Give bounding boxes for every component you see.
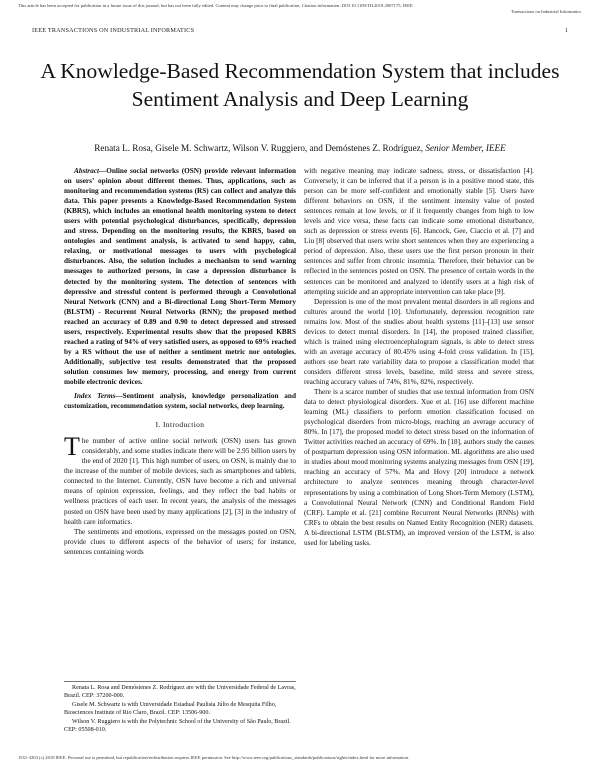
paper-title: A Knowledge-Based Recommendation System that includes Sentiment Analysis and Deep Learning: [40, 59, 560, 111]
running-head: [32, 27, 568, 34]
publication-notice: [18, 3, 582, 15]
right-paragraph-3: There is a scarce number of studies that use textual information from OSN data to detect physiological disorders. Xue et al. [16] use different machine learning (ML) classifiers to perform emotion classification focused on psychological disorders from micro-blogs, reaching an average accuracy of 80%. In [17], the proposed model to detect stress based on the information of Twitter activities reached an accuracy of 69%. In [18], authors study the causes of postpartum depression using OSN information. ML algorithms are also used in studies about mood monitoring systems analyzing messages from OSN [19], reaching an accuracy of 57%. Ma and Hovy [20] introduce a network architecture to analyze sentences meaning through character-level representations by using a combination of Long Short-Term Memory (LSTM), a Convolutional Neural Network (CNN) and Conditional Random Field (CRF). Lample et al. [21] combine Recurrent Neural Networks (RNNs) with CRFs to obtain the best results on Named Entity Recognition (NER) datasets. A bi-directional LSTM (BLSTM), an improved version of the LSTM, is also used for labeling tasks.: [304, 388, 534, 547]
journal-name: IEEE TRANSACTIONS ON INDUSTRIAL INFORMATICS: [32, 27, 195, 34]
footnote-3: Wilson V. Ruggiero is with the Polytechnic School of the University of São Paulo, Brazil. CEP: 05508-010.: [64, 718, 291, 734]
abstract-text: —Online social networks (OSN) provide relevant information on users’ opinion about different themes. Thus, applications, such as monitoring and recommendation systems (RS) can collect and analyze this data. This paper presents a Knowledge-Based Recommendation System (KBRS), which includes an emotional health monitoring system to detect users with potential psychological disturbances, specifically, depression and stress. Depending on the monitoring results, the KBRS, based on ontologies and sentiment analysis, is activated to send happy, calm, relaxing, or motivational messages to users with psychological disturbances. Also, the solution includes a mechanism to send warning messages to authorized persons, in case a depression disturbance is detected by the monitoring system. The detection of sentences with depressive and stressful content is performed through a Convolutional Neural Network (CNN) and a Bi-directional Long Short-Term Memory (BLSTM) - Recurrent Neural Networks (RNN); the proposed method reached an accuracy of 0.89 and 0.90 to detect depressed and stressed users, respectively. Experimental results show that the proposed KBRS reached a rating of 94% of very satisfied users, as opposed to 69% reached by a RS without the use of neither a sentiment metric nor ontologies. Additionally, subjective test results demonstrated that the proposed solution consumes low memory, processing, and energy from current mobile electronic devices.: [64, 167, 296, 386]
author-list: [10, 143, 590, 153]
intro-paragraph-2: The sentiments and emotions, expressed on the messages posted on OSN, provide clues to different aspects of the behavior of users; for instance, sentences containing words: [64, 527, 296, 556]
intro-paragraph-1-text: he number of active online social network (OSN) users has grown considerably, and some studies indicate there will be 2.95 billion users by the end of 2020 [1]. This high number of users, on OSN, is mainly due to the increase of the number of mobile devices, such as smartphones and tablets, connected to the Internet. Currently, OSN have become a rich and universal means of opinion expression, feelings, and they reflect the bad habits or wellness practices of each user. In recent years, the analysis of the messages posted on OSN have been used by many applications [2], [3] in the industry of health care informatics.: [64, 437, 296, 526]
page-number: 1: [564, 27, 568, 34]
section-heading-introduction: I. Introduction: [155, 420, 205, 430]
author-membership: Senior Member, IEEE: [425, 143, 506, 153]
abstract: [64, 166, 296, 387]
notice-line-1: This article has been accepted for publication in a future issue of this journal, but has not been fully edited. Content may change prior to final publication. Citation information: DOI 10.1109/TII.2019.2907175, IEEE: [18, 3, 413, 8]
right-paragraph-2: Depression is one of the most prevalent mental disorders in all regions and cultures around the world [10]. Unfortunately, depression recognition rate remains low. Most of the studies about health systems [11]–[13] use sensor devices to detect mental disorders. In [14], the proposed trained classifier, which is trained using electroencephalogram signals, is able to detect stress with an average accuracy of 80.45% using 4-fold cross validation. In [15], authors use heart rate variability data to propose a classification model that considers different stress levels, baseline, mild stress and severe stress, reaching accuracy values of 74%, 81%, 82%, respectively.: [304, 297, 534, 386]
right-paragraph-1: with negative meaning may indicate sadness, stress, or dissatisfaction [4]. Conversely, it can be inferred that if a person is in a positive mood state, this person can be more self-confident and emotionally stable [5]. Users have different behaviors on OSN, if the sentiment intensity value of posted sentences remain at low levels, or if it frequently changes from high to low levels and vice versa, these facts can indicate some emotional disturbance, such as depression or stress events [6]. Hancock, Gee, Ciaccio et al. [7] and Liu [8] observed that users write short sentences when they are experiencing a period of depression. Also, these users use the first person pronoun in their sentences and suffer from chronic insomnia. Therefore, their behavior can be reflected in the sentences posted on OSN. The presence of certain words in the sentences can be monitored and analyzed to identify users at a high risk of attempting suicide and an appropriate intervention can take place [9].: [304, 167, 534, 296]
author-footnotes: [64, 681, 296, 734]
copyright-notice: 1551-3203 (c) 2018 IEEE. Personal use is permitted, but republication/redistribution requires IEEE permission. See http://www.ieee.org/publications_standards/publications/rights/index.html for more information.: [18, 755, 410, 760]
right-column: [304, 166, 534, 548]
abstract-lead: Abstract: [74, 167, 99, 175]
index-terms-lead: Index Terms: [74, 392, 116, 401]
drop-cap: T: [64, 432, 80, 462]
notice-line-2: Transactions on Industrial Informatics: [510, 9, 581, 14]
author-names: Renata L. Rosa, Gisele M. Schwartz, Wilson V. Ruggiero, and Demóstenes Z. Rodríguez,: [94, 143, 424, 153]
index-terms-text: —Sentiment analysis, knowledge personalization and customization, recommendation system, social networks, deep learning.: [64, 392, 296, 411]
index-terms: [64, 391, 296, 411]
footnote-2: Gisele M. Schwartz is with Universidade Estadual Paulista Júlio de Mesquita Filho, Biosciences Institute of Rio Claro, Brazil. CEP: 13506-900.: [64, 701, 277, 717]
left-column: [64, 166, 296, 557]
footnote-1: Renata L. Rosa and Demóstenes Z. Rodríguez are with the Universidade Federal de Lavras, Brazil. CEP: 37200-000.: [64, 685, 296, 700]
intro-paragraph-1: [64, 432, 296, 526]
